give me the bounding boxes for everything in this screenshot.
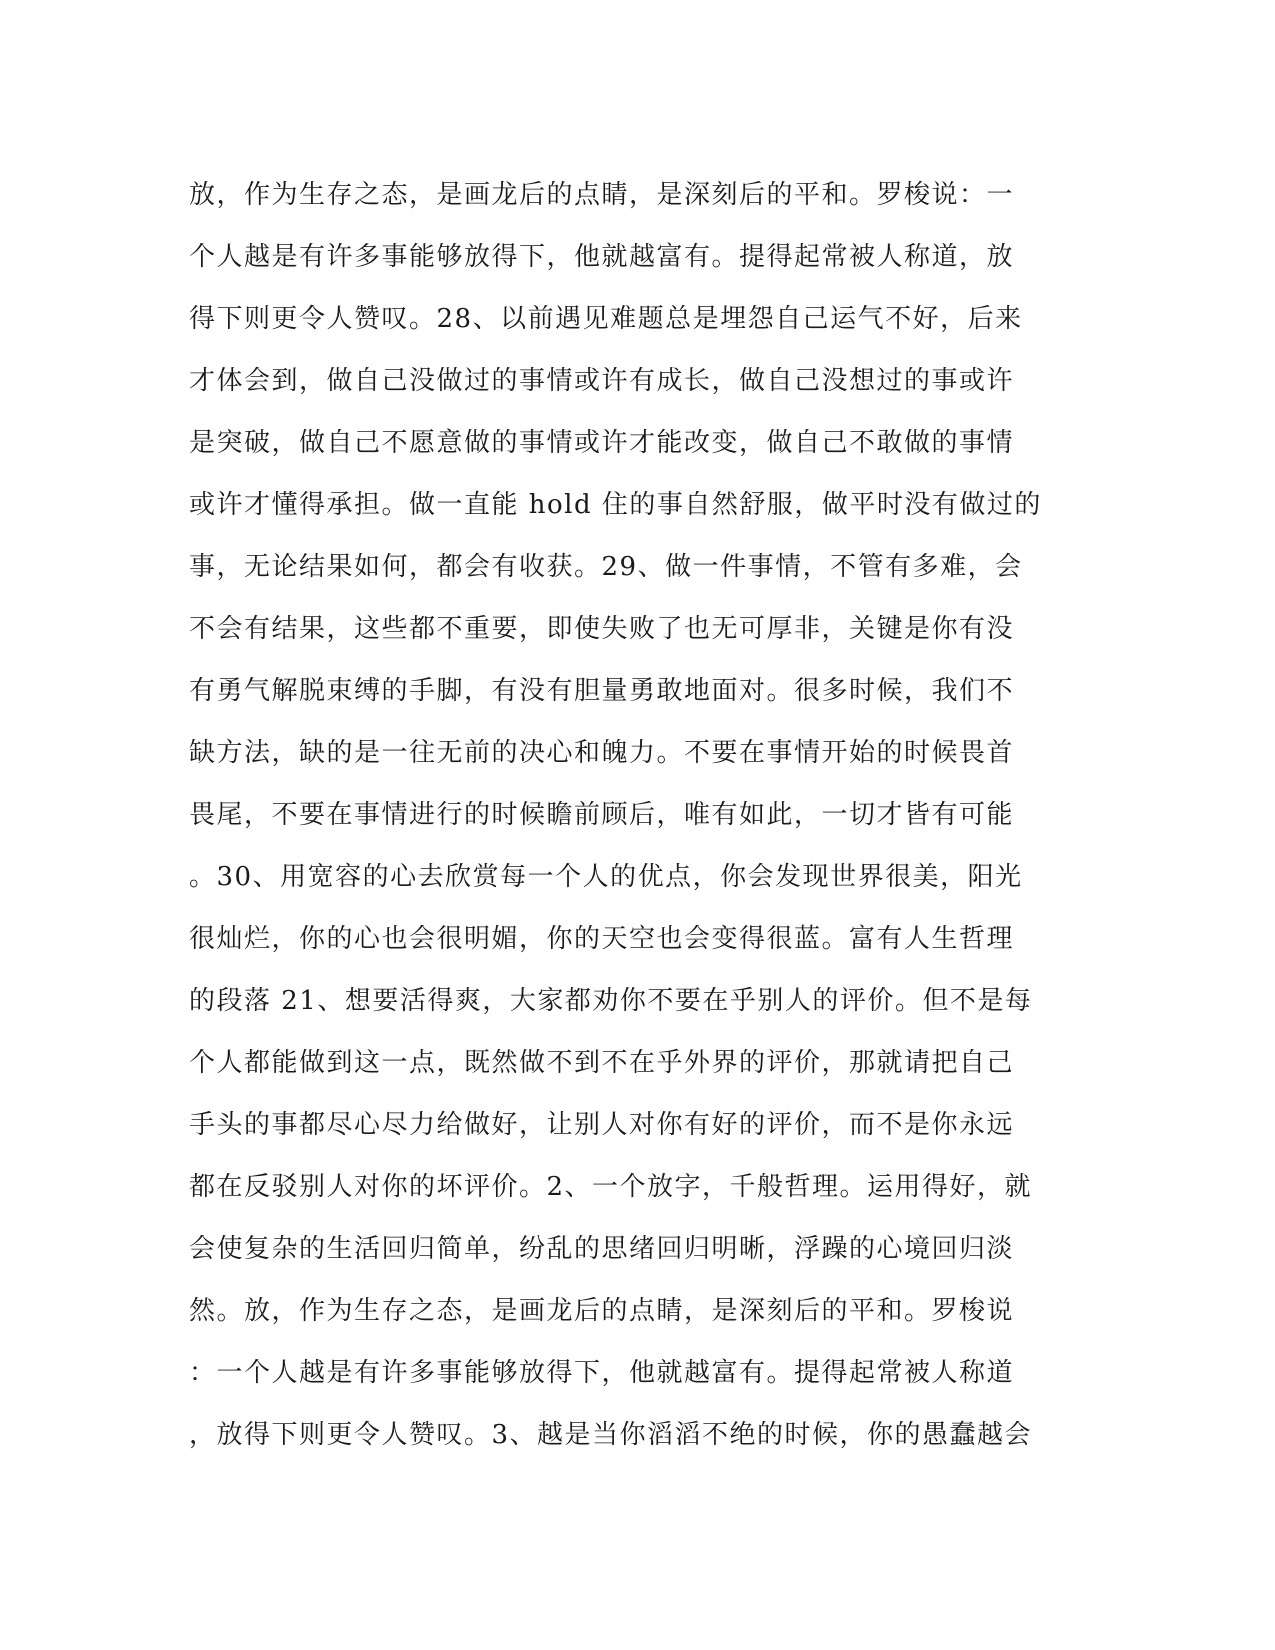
text-line: 有勇气解脱束缚的手脚，有没有胆量勇敢地面对。很多时候，我们不 xyxy=(189,676,1015,706)
text-line: 然。放，作为生存之态，是画龙后的点睛，是深刻后的平和。罗梭说 xyxy=(189,1296,1015,1326)
text-line: 缺方法，缺的是一往无前的决心和魄力。不要在事情开始的时候畏首 xyxy=(189,738,1015,768)
body-text xyxy=(189,164,1069,1466)
text-line: 会使复杂的生活回归简单，纷乱的思绪回归明晰，浮躁的心境回归淡 xyxy=(189,1234,1015,1264)
text-line: 畏尾，不要在事情进行的时候瞻前顾后，唯有如此，一切才皆有可能 xyxy=(189,800,1015,830)
text-line: 得下则更令人赞叹。28、以前遇见难题总是埋怨自己运气不好，后来 xyxy=(189,304,1023,334)
text-line: 不会有结果，这些都不重要，即使失败了也无可厚非，关键是你有没 xyxy=(189,614,1015,644)
text-line: 很灿烂，你的心也会很明媚，你的天空也会变得很蓝。富有人生哲理 xyxy=(189,924,1015,954)
text-line: 都在反驳别人对你的坏评价。2、一个放字，千般哲理。运用得好，就 xyxy=(189,1172,1033,1202)
text-line: 才体会到，做自己没做过的事情或许有成长，做自己没想过的事或许 xyxy=(189,366,1015,396)
text-line: 的段落 21、想要活得爽，大家都劝你不要在乎别人的评价。但不是每 xyxy=(189,986,1033,1016)
text-line: 放，作为生存之态，是画龙后的点睛，是深刻后的平和。罗梭说：一 xyxy=(189,180,1015,210)
text-line: ，放得下则更令人赞叹。3、越是当你滔滔不绝的时候，你的愚蠢越会 xyxy=(189,1420,1033,1450)
text-line: 是突破，做自己不愿意做的事情或许才能改变，做自己不敢做的事情 xyxy=(189,428,1015,458)
text-line: 手头的事都尽心尽力给做好，让别人对你有好的评价，而不是你永远 xyxy=(189,1110,1015,1140)
text-line: 。30、用宽容的心去欣赏每一个人的优点，你会发现世界很美，阳光 xyxy=(189,862,1023,892)
text-line: ：一个人越是有许多事能够放得下，他就越富有。提得起常被人称道 xyxy=(189,1358,1015,1388)
text-line: 或许才懂得承担。做一直能 hold 住的事自然舒服，做平时没有做过的 xyxy=(189,490,1042,520)
text-line: 个人都能做到这一点，既然做不到不在乎外界的评价，那就请把自己 xyxy=(189,1048,1015,1078)
text-line: 个人越是有许多事能够放得下，他就越富有。提得起常被人称道，放 xyxy=(189,242,1015,272)
text-line: 事，无论结果如何，都会有收获。29、做一件事情，不管有多难，会 xyxy=(189,552,1023,582)
